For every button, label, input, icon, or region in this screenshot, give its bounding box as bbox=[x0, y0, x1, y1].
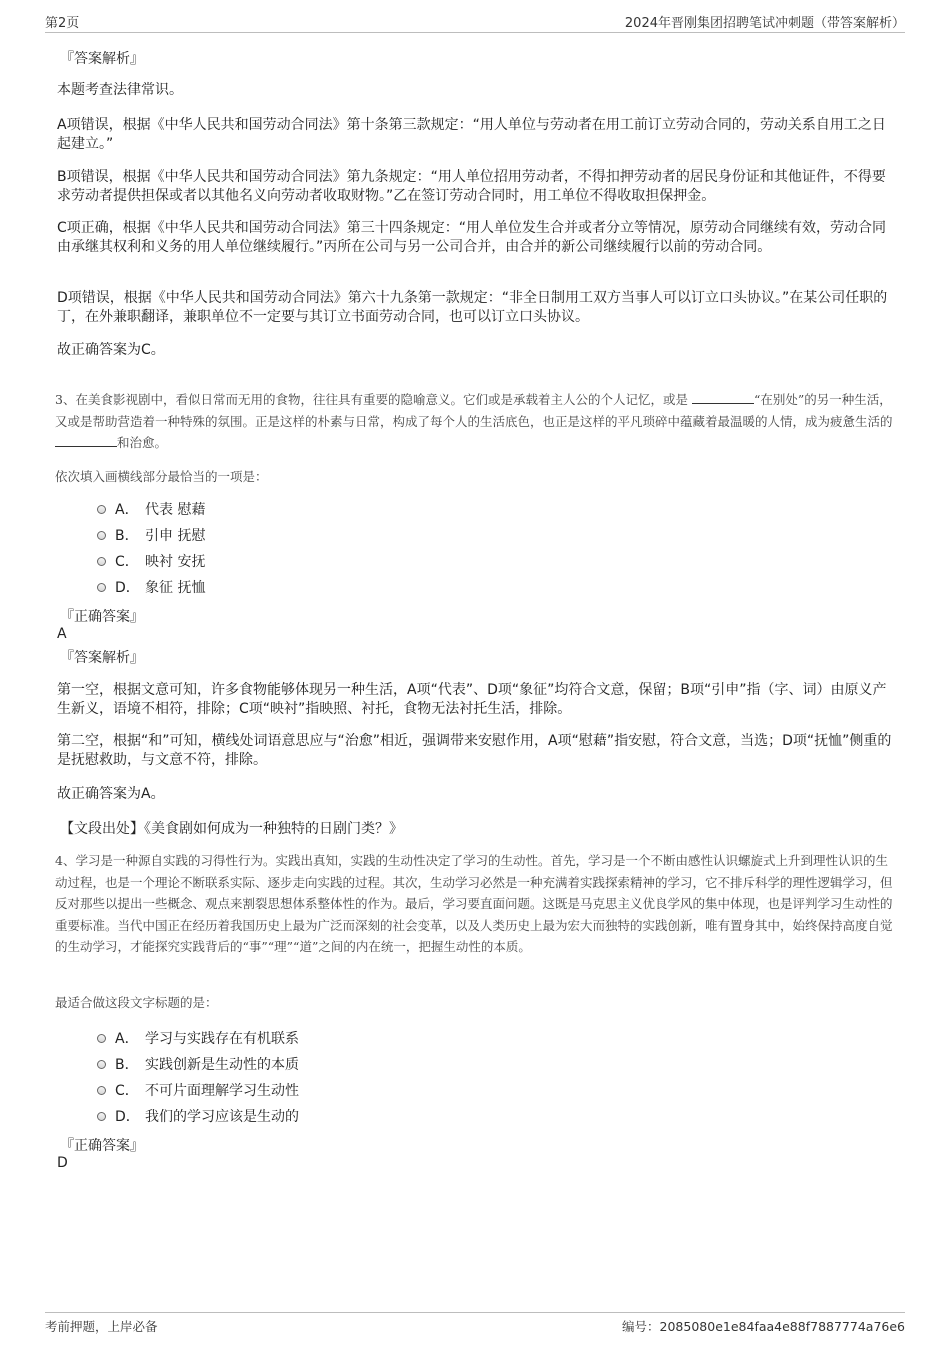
radio-icon[interactable] bbox=[97, 531, 106, 540]
document-title: 2024年晋刚集团招聘笔试冲刺题（带答案解析） bbox=[624, 16, 905, 31]
q3-option-c[interactable]: C． 映衬 安抚 bbox=[97, 551, 205, 571]
correct-answer-label: 『正确答案』 bbox=[60, 1138, 144, 1154]
q4-option-d[interactable]: D． 我们的学习应该是生动的 bbox=[97, 1106, 299, 1126]
radio-icon[interactable] bbox=[97, 557, 106, 566]
q2-analysis-d: D项错误，根据《中华人民共和国劳动合同法》第六十九条第一款规定：“非全日制用工双方当事人可以订立口头协议。”在某公司任职的丁，在外兼职翻译，兼职单位不一定要与其订立书面劳动合同，也可以订立口头协议。 bbox=[57, 290, 888, 325]
q2-analysis-a: A项错误，根据《中华人民共和国劳动合同法》第十条第三款规定：“用人单位与劳动者在用工前订立劳动合同的，劳动关系自用工之日起建立。” bbox=[57, 117, 886, 152]
blank-2 bbox=[55, 434, 117, 447]
footer-slogan: 考前押题，上岸必备 bbox=[45, 1319, 158, 1334]
analysis-label: 『答案解析』 bbox=[60, 650, 144, 666]
analysis-label: 『答案解析』 bbox=[60, 51, 144, 67]
q3-option-b[interactable]: B． 引申 抚慰 bbox=[97, 525, 205, 545]
q3-answer: A bbox=[57, 626, 67, 642]
q4-ask: 最适合做这段文字标题的是： bbox=[55, 995, 218, 1010]
radio-icon[interactable] bbox=[97, 583, 106, 592]
blank-1 bbox=[692, 391, 754, 404]
q3-ask: 依次填入画横线部分最恰当的一项是： bbox=[55, 469, 268, 484]
radio-icon[interactable] bbox=[97, 505, 106, 514]
q4-option-c[interactable]: C． 不可片面理解学习生动性 bbox=[97, 1080, 299, 1100]
radio-icon[interactable] bbox=[97, 1060, 106, 1069]
q3-option-d[interactable]: D． 象征 抚恤 bbox=[97, 577, 205, 597]
page-footer bbox=[45, 1312, 905, 1341]
q2-analysis-b: B项错误，根据《中华人民共和国劳动合同法》第九条规定：“用人单位招用劳动者，不得扣押劳动者的居民身份证和其他证件，不得要求劳动者提供担保或者以其他名义向劳动者收取财物。”乙在签订劳动合同时，用工单位不得收取担保押金。 bbox=[57, 169, 886, 204]
q3-option-a[interactable]: A． 代表 慰藉 bbox=[97, 499, 205, 519]
q3-analysis-1: 第一空，根据文意可知，许多食物能够体现另一种生活，A项“代表”、D项“象征”均符合文意，保留；B项“引申”指（字、词）由原义产生新义，语境不相符，排除；C项“映衬”指映照、衬托，食物无法衬托生活，排除。 bbox=[57, 682, 887, 717]
document-id: 编号：2085080e1e84faa4e88f7887774a76e6 bbox=[622, 1319, 905, 1334]
q3-conclusion: 故正确答案为A。 bbox=[57, 786, 165, 802]
radio-icon[interactable] bbox=[97, 1086, 106, 1095]
correct-answer-label: 『正确答案』 bbox=[60, 609, 144, 625]
radio-icon[interactable] bbox=[97, 1034, 106, 1043]
q2-conclusion: 故正确答案为C。 bbox=[57, 342, 165, 358]
q3-analysis-2: 第二空，根据“和”可知，横线处词语意思应与“治愈”相近，强调带来安慰作用，A项“慰藉”指安慰，符合文意，当选；D项“抚恤”侧重的是抚慰救助，与文意不符，排除。 bbox=[57, 733, 892, 768]
q2-intro: 本题考查法律常识。 bbox=[57, 82, 183, 98]
q3-source: 【文段出处】《美食剧如何成为一种独特的日剧门类？》 bbox=[60, 821, 403, 837]
radio-icon[interactable] bbox=[97, 1112, 106, 1121]
page-header bbox=[45, 10, 905, 33]
q3-stem: 3、在美食影视剧中，看似日常而无用的食物，往往具有重要的隐喻意义。它们或是承载着主人公的个人记忆，或是 “在别处”的另一种生活，又或是帮助营造着一种特殊的氛围。正是这样的朴素与日常，构成了每个人的生活底色，也正是这样的平凡琐碎中蕴藏着最温暖的人情，成为疲惫生活的 和治愈。 bbox=[55, 392, 893, 450]
q4-stem: 4、学习是一种源自实践的习得性行为。实践出真知，实践的生动性决定了学习的生动性。首先，学习是一个不断由感性认识螺旋式上升到理性认识的生动过程，也是一个理论不断联系实际、逐步走向实践的过程。其次，生动学习必然是一种充满着实践探索精神的学习，它不排斥科学的理性逻辑学习，但反对那些以提出一些概念、观点来割裂思想体系整体性的作为。最后，学习要直面问题。这既是马克思主义优良学风的集中体现，也是评判学习生动性的重要标准。当代中国正在经历着我国历史上最为广泛而深刻的社会变革，以及人类历史上最为宏大而独特的实践创新，唯有置身其中，始终保持高度自觉的生动学习，才能探究实践背后的“事”“理”“道”之间的内在统一，把握生动性的本质。 bbox=[55, 853, 893, 954]
q2-analysis-c: C项正确，根据《中华人民共和国劳动合同法》第三十四条规定：“用人单位发生合并或者分立等情况，原劳动合同继续有效，劳动合同由承继其权利和义务的用人单位继续履行。”丙所在公司与另一公司合并，由合并的新公司继续履行以前的劳动合同。 bbox=[57, 220, 887, 255]
q4-answer: D bbox=[57, 1155, 68, 1171]
q4-option-a[interactable]: A． 学习与实践存在有机联系 bbox=[97, 1028, 299, 1048]
q4-option-b[interactable]: B． 实践创新是生动性的本质 bbox=[97, 1054, 299, 1074]
page-number: 第2页 bbox=[45, 16, 80, 31]
